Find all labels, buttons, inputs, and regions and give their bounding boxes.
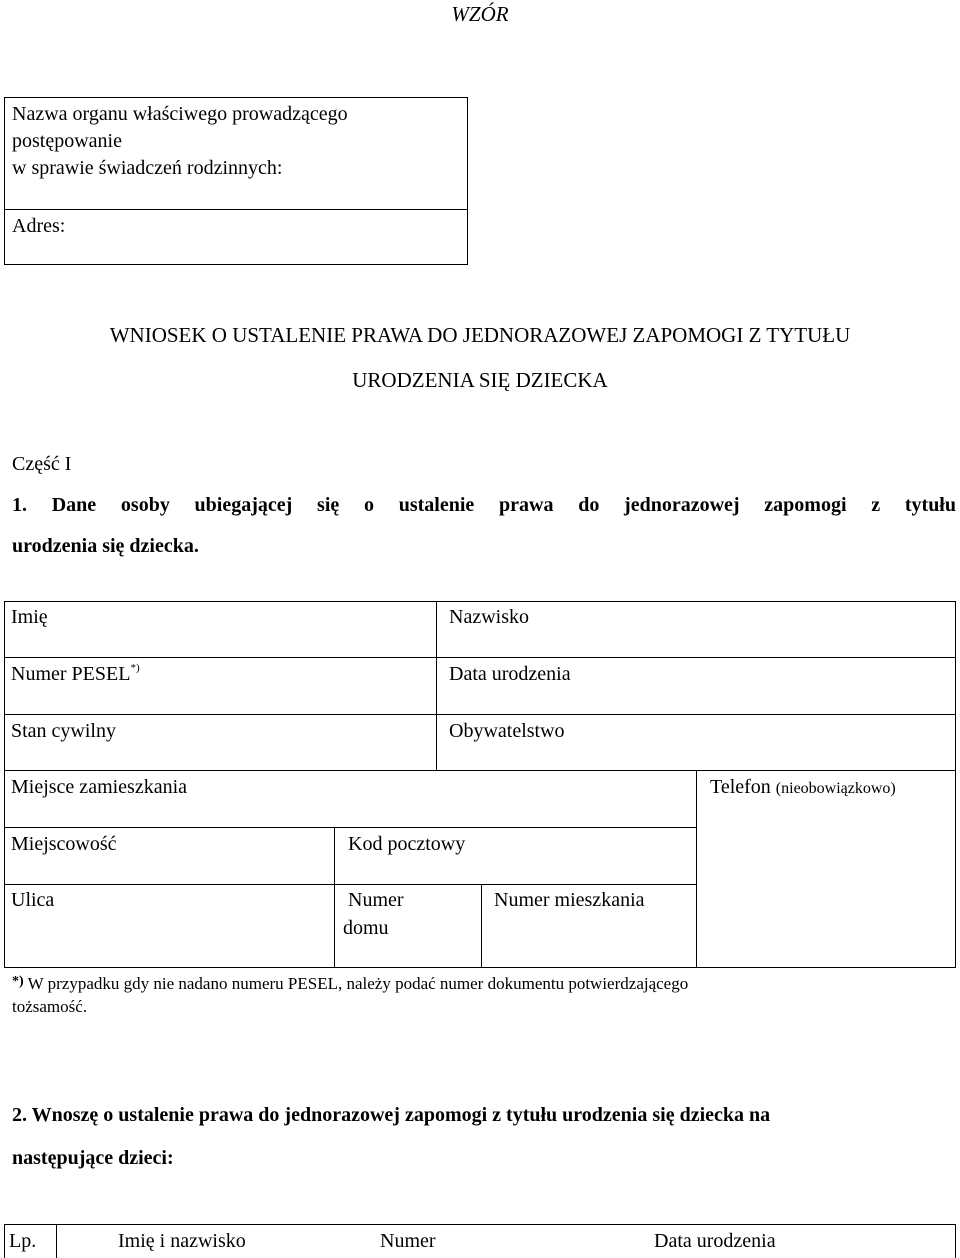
section-1-heading-line-2: urodzenia się dziecka. bbox=[12, 535, 199, 557]
pesel-label: Numer PESEL bbox=[11, 663, 131, 685]
marital-status-label: Stan cywilny bbox=[11, 720, 116, 742]
section-2-heading-line-1: 2. Wnoszę o ustalenie prawa do jednorazowej zapomogi z tytułu urodzenia się dziecka na bbox=[12, 1104, 771, 1126]
phone-optional-note: (nieobowiązkowo) bbox=[775, 780, 896, 797]
house-number-label-line-1: Numer bbox=[348, 889, 404, 911]
residence-label: Miejsce zamieszkania bbox=[11, 776, 188, 798]
apartment-number-label: Numer mieszkania bbox=[494, 889, 645, 911]
pesel-footnote-mark: *) bbox=[130, 662, 140, 674]
column-header-number: Numer bbox=[380, 1230, 436, 1252]
form-title-line-1: WNIOSEK O USTALENIE PRAWA DO JEDNORAZOWEJ ZAPOMOGI Z TYTUŁU bbox=[109, 323, 851, 347]
last-name-label: Nazwisko bbox=[449, 606, 529, 628]
street-label: Ulica bbox=[11, 889, 55, 911]
city-label: Miejscowość bbox=[11, 833, 117, 855]
citizenship-label: Obywatelstwo bbox=[449, 720, 565, 742]
section-1-heading-line-1: 1. Dane osoby ubiegającej się o ustalenie prawa do jednorazowej zapomogi z tytułu bbox=[12, 494, 956, 516]
form-title-line-2: URODZENIA SIĘ DZIECKA bbox=[352, 368, 608, 392]
column-header-birth-date: Data urodzenia bbox=[654, 1230, 776, 1252]
address-label: Adres: bbox=[12, 215, 66, 237]
footnote-mark: *) bbox=[12, 974, 24, 989]
template-label: WZÓR bbox=[451, 2, 509, 26]
authority-name-line-1: Nazwa organu właściwego prowadzącego bbox=[12, 103, 348, 125]
column-header-lp: Lp. bbox=[9, 1230, 37, 1252]
part-label: Część I bbox=[12, 453, 72, 475]
house-number-label-line-2: domu bbox=[343, 917, 389, 939]
birth-date-label: Data urodzenia bbox=[449, 663, 571, 685]
footnote-text-line-1: W przypadku gdy nie nadano numeru PESEL, należy podać numer dokumentu potwierdzającego bbox=[27, 974, 689, 993]
authority-name-line-2: postępowanie bbox=[12, 130, 122, 152]
phone-label: Telefon bbox=[710, 776, 771, 798]
section-2-heading-line-2: następujące dzieci: bbox=[12, 1147, 174, 1169]
first-name-label: Imię bbox=[11, 606, 48, 628]
footnote-text-line-2: tożsamość. bbox=[12, 997, 88, 1016]
column-header-name: Imię i nazwisko bbox=[118, 1230, 246, 1252]
authority-box bbox=[4, 97, 468, 265]
authority-box-divider bbox=[5, 209, 467, 210]
postal-code-label: Kod pocztowy bbox=[348, 833, 466, 855]
authority-name-line-3: w sprawie świadczeń rodzinnych: bbox=[12, 157, 283, 179]
